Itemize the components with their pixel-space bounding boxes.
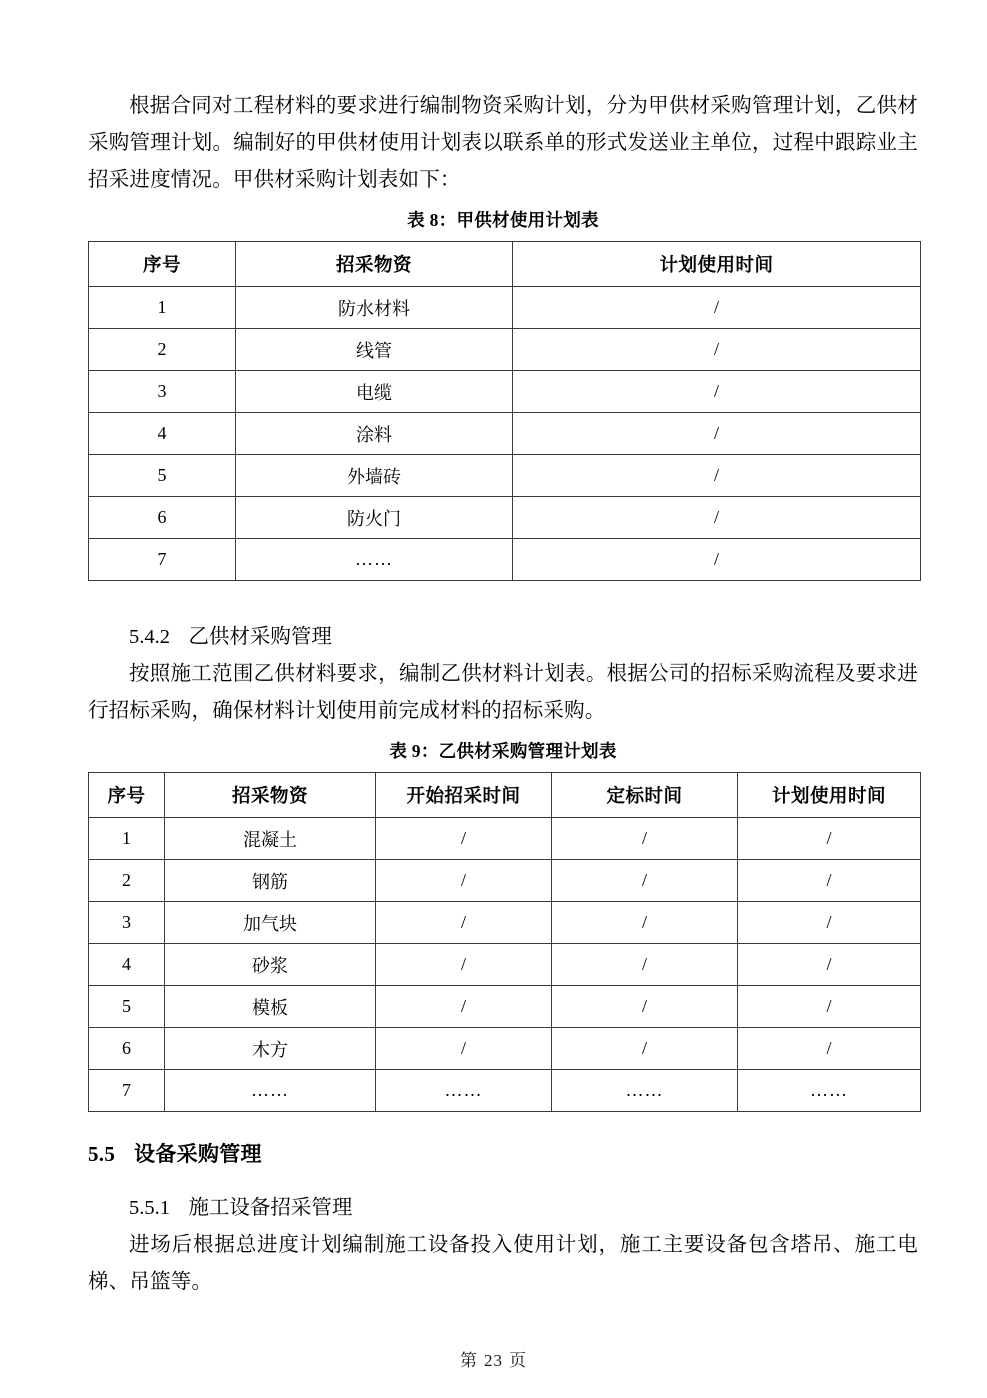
table-row (89, 455, 921, 497)
cell-usetime: / (513, 371, 921, 413)
spacer (88, 199, 918, 207)
cell-material-ellipsis: …… (165, 1070, 376, 1112)
cell-material: 电缆 (236, 371, 513, 413)
cell-material: 线管 (236, 329, 513, 371)
table-row (89, 413, 921, 455)
cell-awardtime: / (552, 902, 738, 944)
cell-index: 6 (89, 1028, 165, 1070)
cell-usetime: / (513, 413, 921, 455)
heading-5-5 (88, 1134, 918, 1174)
cell-index: 5 (89, 986, 165, 1028)
cell-starttime-ellipsis: …… (376, 1070, 552, 1112)
cell-material: 模板 (165, 986, 376, 1028)
cell-index: 7 (89, 539, 236, 581)
table-row (89, 497, 921, 539)
cell-material: 防水材料 (236, 287, 513, 329)
table9-caption: 表 9：乙供材采购管理计划表 (389, 741, 617, 761)
heading-5-5-1 (88, 1190, 918, 1227)
table-header-row (89, 242, 921, 287)
heading-5-5-1-title: 施工设备招采管理 (188, 1197, 353, 1219)
table8-caption: 表 8：甲供材使用计划表 (407, 210, 599, 230)
cell-usetime: / (513, 329, 921, 371)
paragraph-equipment: 进场后根据总进度计划编制施工设备投入使用计划，施工主要设备包含塔吊、施工电梯、吊篮等。 (88, 1234, 918, 1293)
table-row (89, 539, 921, 581)
spacer (88, 1112, 918, 1134)
paragraph-supplier-b: 按照施工范围乙供材料要求，编制乙供材料计划表。根据公司的招标采购流程及要求进行招标采购，确保材料计划使用前完成材料的招标采购。 (88, 663, 918, 722)
cell-material: 防火门 (236, 497, 513, 539)
cell-index: 5 (89, 455, 236, 497)
paragraph-intro: 根据合同对工程材料的要求进行编制物资采购计划，分为甲供材采购管理计划，乙供材采购管理计划。编制好的甲供材使用计划表以联系单的形式发送业主单位，过程中跟踪业主招采进度情况。甲供材采购计划表如下： (88, 95, 918, 191)
table9-col-index: 序号 (89, 773, 165, 818)
cell-starttime: / (376, 986, 552, 1028)
cell-usetime: / (738, 944, 921, 986)
table-row (89, 371, 921, 413)
table-row (89, 860, 921, 902)
cell-material-ellipsis: …… (236, 539, 513, 581)
cell-material: 混凝土 (165, 818, 376, 860)
cell-starttime: / (376, 902, 552, 944)
spacer (88, 764, 918, 772)
cell-material: 砂浆 (165, 944, 376, 986)
cell-usetime: / (738, 818, 921, 860)
cell-material: 涂料 (236, 413, 513, 455)
page-content (88, 88, 918, 1301)
heading-5-4-2-title: 乙供材采购管理 (188, 626, 332, 648)
page-footer (0, 1346, 987, 1371)
cell-starttime: / (376, 860, 552, 902)
cell-awardtime: / (552, 1028, 738, 1070)
cell-index: 4 (89, 413, 236, 455)
spacer (88, 730, 918, 738)
spacer (88, 233, 918, 241)
cell-material: 木方 (165, 1028, 376, 1070)
heading-5-4-2 (88, 619, 918, 656)
footer-page-number: 23 (484, 1351, 503, 1370)
cell-index: 7 (89, 1070, 165, 1112)
heading-5-5-number: 5.5 (88, 1142, 116, 1166)
table9-col-awardtime: 定标时间 (552, 773, 738, 818)
cell-material: 加气块 (165, 902, 376, 944)
cell-index: 2 (89, 329, 236, 371)
spacer (88, 581, 918, 619)
cell-usetime: / (513, 497, 921, 539)
table9-col-starttime: 开始招采时间 (376, 773, 552, 818)
cell-usetime: / (513, 539, 921, 581)
table-8-supplier-a-materials (88, 241, 921, 581)
cell-index: 3 (89, 902, 165, 944)
table9-col-usetime: 计划使用时间 (738, 773, 921, 818)
table-row (89, 1070, 921, 1112)
table9-body (89, 818, 921, 1112)
heading-5-4-2-number: 5.4.2 (129, 626, 170, 648)
table8-col-index: 序号 (89, 242, 236, 287)
table-row (89, 1028, 921, 1070)
spacer (88, 1174, 918, 1190)
cell-material: 钢筋 (165, 860, 376, 902)
table-row (89, 944, 921, 986)
cell-awardtime: / (552, 944, 738, 986)
cell-usetime: / (738, 1028, 921, 1070)
cell-material: 外墙砖 (236, 455, 513, 497)
cell-starttime: / (376, 944, 552, 986)
table-row (89, 287, 921, 329)
table-row (89, 818, 921, 860)
cell-awardtime: / (552, 860, 738, 902)
table-9-supplier-b-procurement (88, 772, 921, 1112)
cell-starttime: / (376, 818, 552, 860)
cell-index: 1 (89, 287, 236, 329)
footer-suffix: 页 (509, 1351, 527, 1370)
table-header-row (89, 773, 921, 818)
table8-col-usetime: 计划使用时间 (513, 242, 921, 287)
cell-awardtime: / (552, 818, 738, 860)
cell-usetime: / (738, 902, 921, 944)
cell-index: 3 (89, 371, 236, 413)
table8-col-material: 招采物资 (236, 242, 513, 287)
cell-usetime: / (513, 287, 921, 329)
cell-awardtime-ellipsis: …… (552, 1070, 738, 1112)
table8-body (89, 287, 921, 581)
cell-index: 6 (89, 497, 236, 539)
cell-usetime: / (738, 860, 921, 902)
table-row (89, 902, 921, 944)
cell-starttime: / (376, 1028, 552, 1070)
table9-col-material: 招采物资 (165, 773, 376, 818)
heading-5-5-1-number: 5.5.1 (129, 1197, 170, 1219)
table-row (89, 329, 921, 371)
cell-usetime: / (738, 986, 921, 1028)
cell-index: 2 (89, 860, 165, 902)
footer-prefix: 第 (460, 1351, 478, 1370)
heading-5-5-title: 设备采购管理 (134, 1142, 262, 1166)
cell-awardtime: / (552, 986, 738, 1028)
cell-index: 1 (89, 818, 165, 860)
cell-usetime: / (513, 455, 921, 497)
cell-index: 4 (89, 944, 165, 986)
cell-usetime-ellipsis: …… (738, 1070, 921, 1112)
table-row (89, 986, 921, 1028)
